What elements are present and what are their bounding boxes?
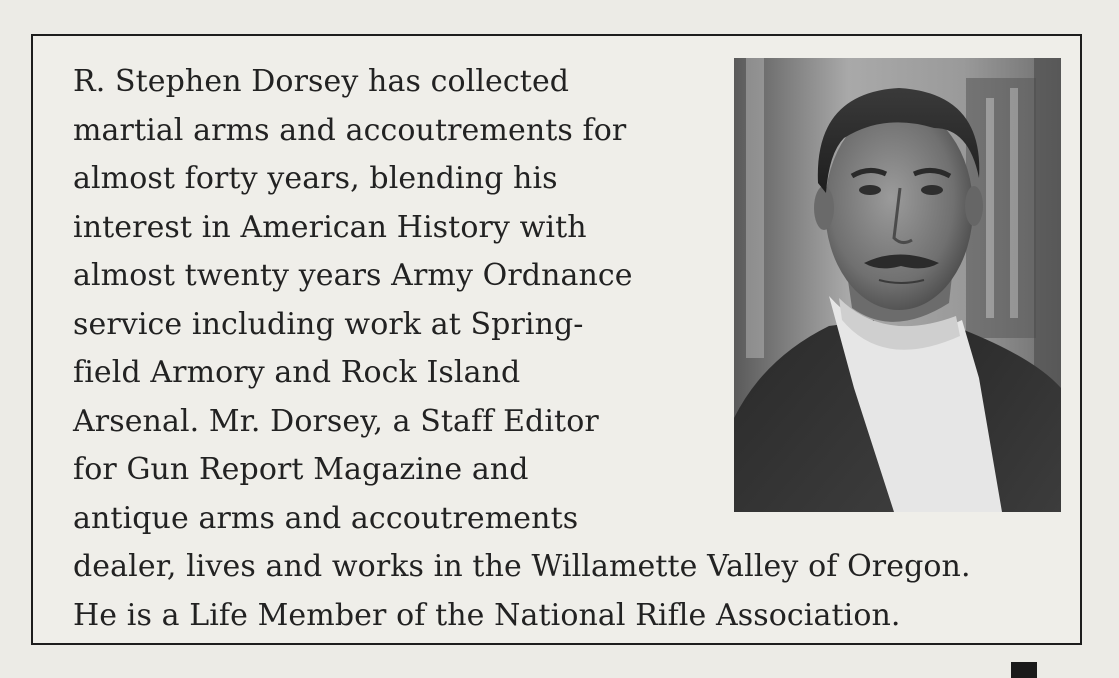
bio-line: for Gun Report Magazine and [73, 452, 529, 487]
bio-line: almost forty years, blending his [73, 161, 558, 196]
bio-line: service including work at Spring- [73, 306, 584, 342]
bio-line: antique arms and accoutrements [73, 500, 579, 536]
author-bio-box [31, 34, 1082, 645]
page-corner-mark [1011, 662, 1037, 678]
bio-line: field Armory and Rock Island [73, 355, 521, 390]
bio-line: He is a Life Member of the National Rifle Association. [73, 597, 901, 633]
bio-line: interest in American History with [73, 209, 587, 245]
bio-line: almost twenty years Army Ordnance [73, 258, 633, 293]
bio-line: Arsenal. Mr. Dorsey, a Staff Editor [73, 403, 599, 439]
portrait-illustration [734, 58, 1061, 512]
bio-line: martial arms and accoutrements for [73, 112, 627, 148]
bio-line: R. Stephen Dorsey has collected [73, 64, 570, 99]
bio-line: dealer, lives and works in the Willamette Valley of Oregon. [73, 549, 971, 584]
author-portrait-photo [734, 58, 1061, 512]
